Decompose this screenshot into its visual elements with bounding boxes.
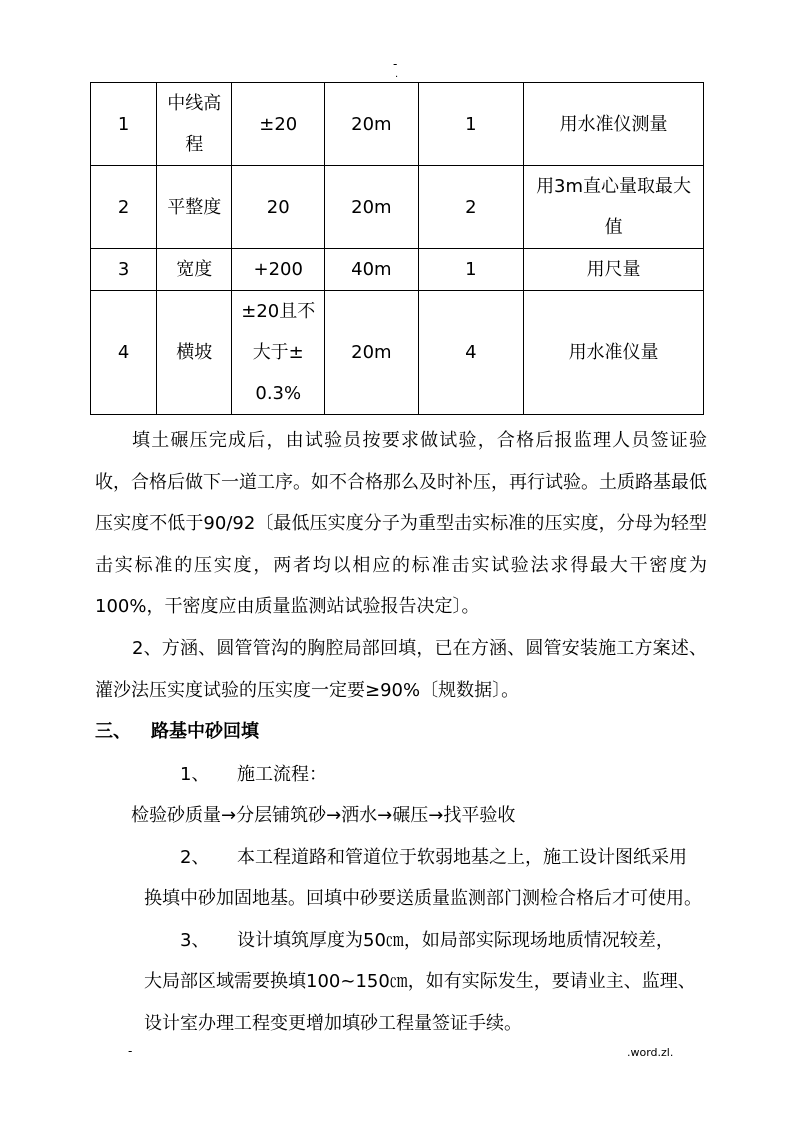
step-2-continued: 换填中砂加固地基。回填中砂要送质量监测部门测检合格后才可使用。 <box>144 888 702 909</box>
cell-interval: 20m <box>325 291 418 415</box>
step-3-text: 设计填筑厚度为50㎝，如局部实际现场地质情况较差， <box>237 930 674 951</box>
cell-tolerance: +200 <box>232 249 325 291</box>
step-2-text: 本工程道路和管道位于软弱地基之上，施工设计图纸采用 <box>237 847 687 868</box>
section-title: 路基中砂回填 <box>151 721 259 742</box>
inspection-table <box>90 82 704 415</box>
step-3 <box>180 920 674 962</box>
step-1-number: 1、 <box>180 764 210 785</box>
cell-points: 1 <box>418 249 524 291</box>
cell-method: 用3m直心量取最大 值 <box>524 166 704 249</box>
step-3-continued: 大局部区域需要换填100~150㎝，如有实际发生，要请业主、监理、 <box>144 971 696 992</box>
cell-no: 4 <box>91 291 157 415</box>
cell-item: 宽度 <box>157 249 232 291</box>
cell-method: 用尺量 <box>524 249 704 291</box>
process-flow: 检验砂质量→分层铺筑砂→洒水→碾压→找平验收 <box>131 805 516 826</box>
cell-no: 2 <box>91 166 157 249</box>
cell-interval: 40m <box>325 249 418 291</box>
cell-item: 中线高 程 <box>157 83 232 166</box>
footer-left: - <box>128 1044 133 1058</box>
table-row <box>91 83 704 166</box>
paragraph-culvert-backfill: 2、方涵、圆管管沟的胸腔局部回填，已在方涵、圆管安装施工方案述、灌沙法压实度试验的压实度一定要≥90%〔规数据〕。 <box>95 638 707 701</box>
cell-item: 横坡 <box>157 291 232 415</box>
table-row <box>91 249 704 291</box>
cell-interval: 20m <box>325 83 418 166</box>
cell-tolerance: ±20 <box>232 83 325 166</box>
step-3-number: 3、 <box>180 930 210 951</box>
footer-right: .word.zl. <box>627 1046 674 1059</box>
table-row <box>91 166 704 249</box>
section-number: 三、 <box>95 721 131 742</box>
table-row <box>91 291 704 415</box>
cell-method: 用水准仪量 <box>524 291 704 415</box>
cell-item: 平整度 <box>157 166 232 249</box>
step-2-number: 2、 <box>180 847 210 868</box>
cell-tolerance: ±20且不 大于± 0.3% <box>232 291 325 415</box>
step-3-final: 设计室办理工程变更增加填砂工程量签证手续。 <box>144 1013 522 1034</box>
cell-no: 3 <box>91 249 157 291</box>
cell-points: 1 <box>418 83 524 166</box>
header-dash: - <box>393 57 398 71</box>
section-heading <box>95 712 259 752</box>
cell-interval: 20m <box>325 166 418 249</box>
paragraph-compaction: 填土碾压完成后，由试验员按要求做试验，合格后报监理人员签证验收，合格后做下一道工序。如不合格那么及时补压，再行试验。土质路基最低压实度不低于90/92〔最低压实度分子为重型击实标准的压实度，分母为轻型击实标准的压实度，两者均以相应的标准击实试验法求得最大干密度为100%，干密度应由质量监测站试验报告决定〕。 <box>95 430 707 617</box>
step-2 <box>180 837 687 879</box>
cell-tolerance: 20 <box>232 166 325 249</box>
step-1-text: 施工流程： <box>237 764 327 785</box>
cell-method: 用水准仪测量 <box>524 83 704 166</box>
header-dot: . <box>395 69 399 80</box>
cell-points: 2 <box>418 166 524 249</box>
cell-points: 4 <box>418 291 524 415</box>
cell-no: 1 <box>91 83 157 166</box>
step-1 <box>180 754 327 796</box>
